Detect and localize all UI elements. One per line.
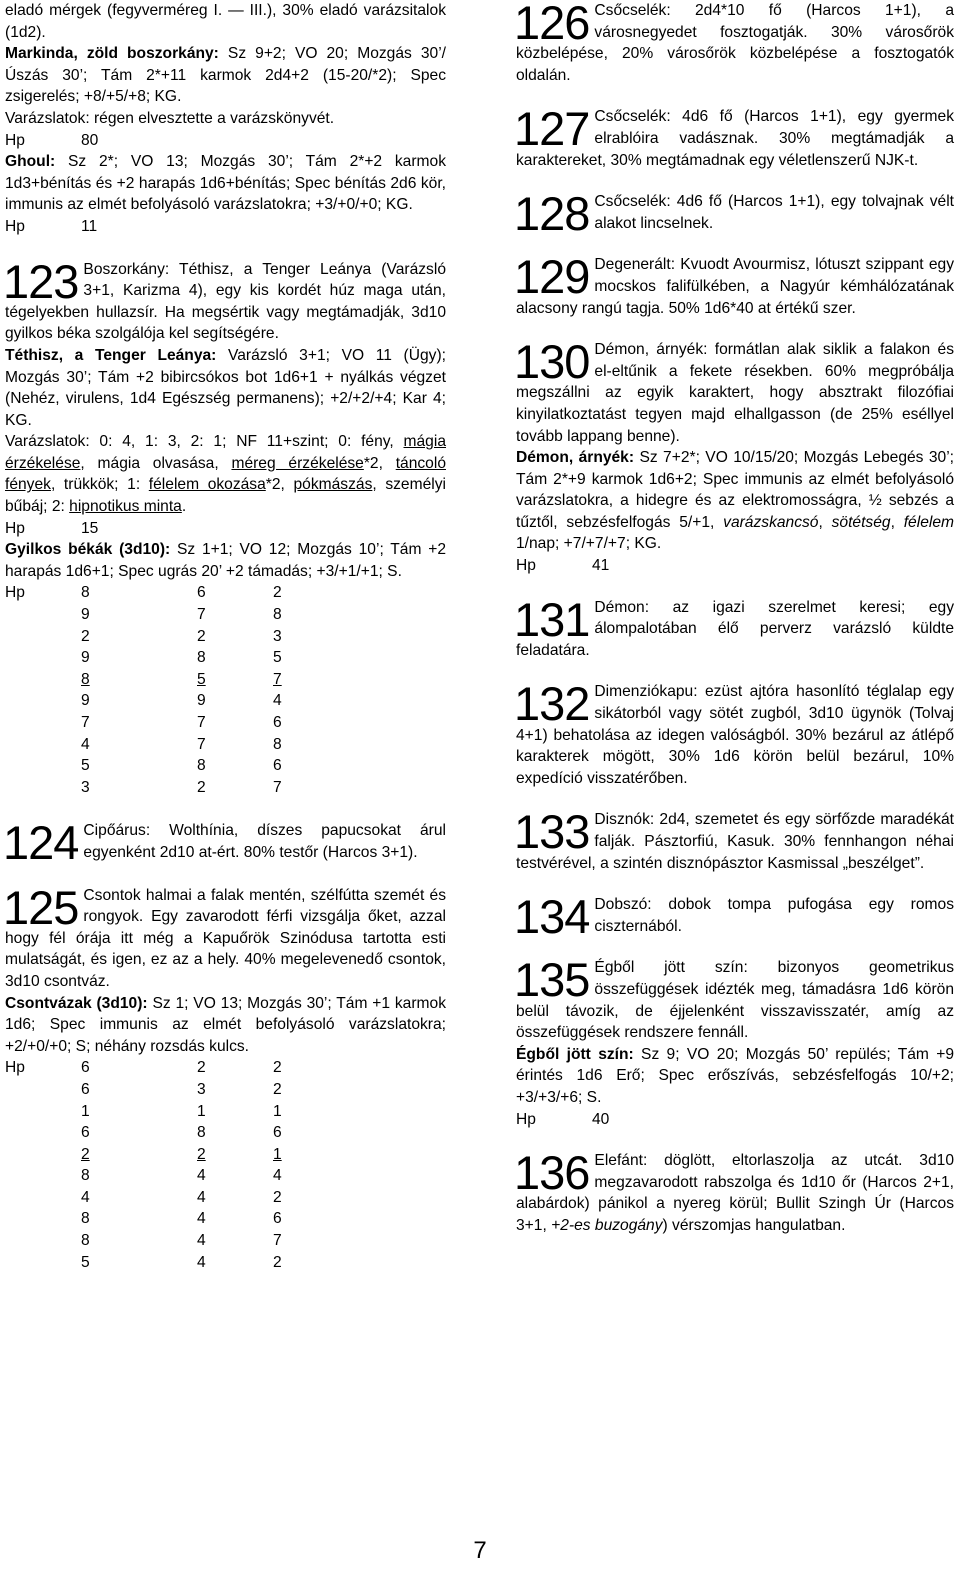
- entry-129: [514, 250, 954, 319]
- page-number: 7: [473, 1537, 487, 1564]
- hp-value: 7: [273, 1232, 282, 1250]
- hp-value: 40: [592, 1110, 610, 1128]
- colour-hp: [516, 1109, 954, 1131]
- hp-value: 7: [197, 606, 206, 624]
- hp-value: 1: [197, 1102, 206, 1120]
- tethisz-hp: [5, 518, 446, 540]
- entry-description: Cipőárus: Wolthínia, díszes papucsokat árul egyenként 2d10 at-ért. 80% testőr (Harcos 3+1).: [83, 822, 446, 861]
- spell-name: félelem: [903, 513, 954, 531]
- hp-value: 8: [197, 757, 206, 775]
- entry-description: Démon, árnyék: formátlan alak siklik a falakon és el-eltűnik a fekete résekben. 60% megpróbálja megszállni az egyik karaktert, hogy absztrakt filozófiai kinyilatkoztatást tegyen majd elhallgasson (de 25% eséllyel tovább lappang benne).: [516, 341, 954, 445]
- entry-127: [514, 102, 954, 171]
- hp-label: [5, 1101, 81, 1123]
- markinda-statblock: [5, 43, 446, 108]
- frogs-statblock: [5, 539, 446, 582]
- entry-123: [3, 254, 446, 799]
- frogs-stats: Sz 1+1; VO 12; Mozgás 10’; Tám +2 harapás 1d6+1; Spec ugrás 20’ +2 támadás; +3/+1/+1; S.: [5, 541, 446, 580]
- hp-label: Hp: [5, 131, 25, 149]
- hp-value: 5: [197, 670, 206, 688]
- markinda-name: Markinda, zöld boszorkány:: [5, 45, 219, 63]
- entry-number: 128: [514, 187, 590, 241]
- hp-row: [5, 777, 313, 799]
- markinda-spells: Varázslatok: régen elvesztette a varázskönyvét.: [5, 109, 335, 127]
- entry-number: 133: [514, 805, 590, 859]
- hp-label: [5, 712, 81, 734]
- entry-number: 136: [514, 1146, 590, 1200]
- hp-value: 11: [81, 217, 98, 235]
- entry-text: [514, 805, 954, 874]
- hp-value: 8: [81, 1232, 90, 1250]
- spell-link[interactable]: félelem okozása: [148, 476, 266, 494]
- hp-value: 2: [81, 1145, 90, 1163]
- hp-value: 3: [81, 778, 90, 796]
- spell-name: varázskancsó: [723, 513, 819, 531]
- entry-description: Csőcselék: 4d6 fő (Harcos 1+1), egy gyermek elrablóira vadásznak. 30% megtámadják a karaktereket, 30% megtámadnak egy véletlenszerű NJK-t.: [516, 108, 954, 169]
- entry-text: [514, 250, 954, 319]
- skeletons-statblock: [5, 993, 446, 1058]
- entry-description: Csőcselék: 4d6 fő (Harcos 1+1), egy tolvajnak vélt alakot lincselnek.: [594, 193, 954, 232]
- hp-row: [5, 626, 313, 648]
- hp-row: [5, 582, 313, 604]
- hp-value: 41: [592, 557, 610, 575]
- hp-label: [5, 626, 81, 648]
- hp-value: 2: [273, 1059, 282, 1077]
- entry-text: [514, 1146, 954, 1236]
- hp-value: 8: [273, 606, 282, 624]
- hp-row: [5, 734, 313, 756]
- entry-text: [514, 953, 954, 1043]
- hp-label: [5, 777, 81, 799]
- hp-value: 1: [81, 1102, 90, 1120]
- entry-description: Égből jött szín: bizonyos geometrikus összefüggések idézték meg, támadásra 1d6 körön belül távozik, de éjjelenként visszavisszatér, amíg az összefüggések rendszere fennáll.: [516, 959, 954, 1042]
- hp-row: [5, 1079, 313, 1101]
- entry-text: [514, 102, 954, 171]
- hp-label: [5, 1230, 81, 1252]
- ghoul-stats: Sz 2*; VO 13; Mozgás 30’; Tám 2*+2 karmok 1d3+bénítás és +2 harapás 1d6+bénítás; Spec bénítás 2d6 kör, immunis az elmét befolyásoló varázslatokra; +3/+0/+0; KG.: [5, 153, 446, 214]
- entry-130: [514, 335, 955, 577]
- hp-value: 9: [81, 649, 90, 667]
- entry-125: [3, 880, 447, 1274]
- hp-value: 9: [81, 692, 90, 710]
- hp-label: [5, 1187, 81, 1209]
- markinda-hp: [5, 130, 446, 152]
- entry-136: [514, 1146, 954, 1236]
- shadow-demon-stats: 1/nap; +7/+7/+7; KG.: [516, 535, 662, 553]
- hp-label: Hp: [516, 557, 536, 575]
- hp-value: 7: [273, 778, 282, 796]
- entry-number: 131: [514, 592, 590, 646]
- hp-label: [5, 604, 81, 626]
- hp-label: Hp: [5, 1059, 25, 1077]
- hp-value: 6: [81, 1124, 90, 1142]
- markinda-stats: Sz 9+2; VO 20; Mozgás 30’/Úszás 30’; Tám 2*+11 karmok 2d4+2 (15-20/*2); Spec zsigerelés; +8/+5/+8; KG.: [5, 45, 446, 106]
- entry-128: [514, 187, 954, 241]
- entry-number: 126: [514, 0, 590, 49]
- entry-text: [516, 0, 954, 86]
- hp-value: 2: [273, 584, 282, 602]
- hp-value: 7: [81, 714, 90, 731]
- entry-text: [514, 890, 954, 944]
- hp-value: 1: [273, 1102, 282, 1120]
- hp-value: 2: [273, 1080, 282, 1098]
- entry-124: [3, 816, 446, 870]
- hp-value: 2: [197, 1059, 206, 1077]
- entry-description: Boszorkány: Téthisz, a Tenger Leánya (Varázsló 3+1, Karizma 4), egy kis kordét húz maga után, tégelyekben hullazsír. Ha megsértik vagy megtámadják, 3d10 gyilkos béka szolgálója kel segítségére.: [5, 260, 446, 343]
- entry-text: [3, 816, 446, 870]
- entry-number: 127: [514, 102, 590, 156]
- hp-value: 8: [81, 1210, 90, 1228]
- tethisz-spells: [5, 431, 446, 517]
- spells-text: *2,: [363, 454, 396, 472]
- colour-stats: Sz 9; VO 20; Mozgás 50’ repülés; Tám +9 érintés 1d6 Erő; Spec erőszívás, sebzésfelfogás 10/+2; +3/+3/+6; S.: [516, 1045, 954, 1106]
- colour-statblock: [516, 1044, 954, 1109]
- entry-description: Dobszó: dobok tompa pufogása egy romos ciszternából.: [594, 896, 954, 935]
- entry-number: 129: [514, 250, 590, 304]
- hp-row: [5, 755, 313, 777]
- item-name: +2-es buzogány: [551, 1216, 663, 1234]
- hp-value: 2: [273, 1188, 282, 1206]
- spells-text: Varázslatok: 0: 4, 1: 3, 2: 1; NF 11+szint; 0: fény,: [5, 433, 404, 451]
- entry-description: Démon: az igazi szerelmet keresi; egy álompalotában élő perverz varázsló küldte feladatára.: [516, 598, 954, 659]
- entry-description: ) vérszomjas hangulatban.: [662, 1216, 846, 1234]
- entry-number: 135: [514, 953, 590, 1007]
- hp-label: [5, 1144, 81, 1166]
- skeletons-name: Csontvázak (3d10):: [5, 994, 148, 1012]
- spell-link[interactable]: hipnotikus minta: [69, 498, 182, 516]
- right-column: [516, 0, 954, 1237]
- spells-text: , személyi bűbáj; 2:: [5, 476, 446, 516]
- hp-label: [5, 1252, 81, 1274]
- hp-value: 6: [81, 1059, 90, 1077]
- frogs-name: Gyilkos békák (3d10):: [5, 541, 171, 559]
- hp-value: 6: [273, 1210, 282, 1228]
- hp-value: 4: [197, 1253, 206, 1271]
- hp-value: 8: [273, 735, 282, 753]
- entry-description: Csontok halmai a falak mentén, szélfútta szemét és rongyok. Egy zavarodott férfi vizsgálja őket, azzal hogy fél órája itt még a Kapuőrök Szinódusa tartotta esti mulatságát, és igen, ez az a hely. 40% megelevenedő csontok, 3d10 csontváz.: [5, 886, 446, 990]
- hp-value: 4: [273, 692, 282, 710]
- entry-126: [516, 0, 954, 86]
- tethisz-name: Téthisz, a Tenger Leánya:: [5, 346, 217, 364]
- entry-text: [514, 187, 954, 241]
- skeletons-hp-table: [5, 1057, 313, 1273]
- hp-row: [5, 1252, 313, 1274]
- hp-value: 5: [273, 649, 282, 667]
- hp-label: [5, 1208, 81, 1230]
- hp-value: 5: [81, 757, 90, 775]
- entry-text: [514, 677, 954, 789]
- hp-value: 6: [273, 714, 282, 731]
- entry-number: 134: [514, 890, 590, 944]
- frogs-hp-table: [5, 582, 313, 798]
- hp-value: 1: [273, 1145, 282, 1163]
- intro-line: eladó mérgek (fegyverméreg I. — III.), 30% eladó varázsitalok (1d2).: [5, 2, 446, 41]
- hp-label: [5, 1079, 81, 1101]
- skeletons-stats: Sz 1; VO 13; Mozgás 30’; Tám +1 karmok 1d6; Spec immunis az elmét befolyásoló varázslatokra; +2/+0/+0; S; néhány rozsdás kulcs.: [5, 994, 447, 1055]
- hp-value: 4: [81, 735, 90, 753]
- hp-row: [5, 1122, 313, 1144]
- entry-number: 124: [3, 816, 79, 870]
- entry-133: [514, 805, 954, 874]
- hp-value: 80: [81, 131, 99, 149]
- hp-value: 4: [81, 1188, 90, 1206]
- hp-row: [5, 1165, 313, 1187]
- entry-text: [3, 254, 446, 345]
- shadow-demon-name: Démon, árnyék:: [516, 449, 635, 467]
- hp-label: [5, 690, 81, 712]
- hp-row: [5, 712, 313, 734]
- hp-value: 4: [273, 1167, 282, 1185]
- hp-label: Hp: [5, 217, 25, 235]
- hp-value: 2: [273, 1253, 282, 1271]
- colour-name: Égből jött szín:: [516, 1045, 634, 1063]
- entry-description: Degenerált: Kvuodt Avourmisz, lótuszt szippant egy mocskos falifülkében, a Nagyúr kémhálózatának alacsony rangú tagja. 50% 1d6*40 at értékű szer.: [516, 256, 954, 317]
- entry-description: Disznók: 2d4, szemetet és egy sörfőzde maradékát falják. Pásztorfiú, Kasuk. 30% fennhangon néhai testvérével, a szintén disznópásztor Kasmissal „beszélget”.: [516, 811, 954, 872]
- hp-row: [5, 604, 313, 626]
- separator: ,: [890, 513, 904, 531]
- hp-value: 2: [197, 627, 206, 645]
- hp-value: 3: [197, 1080, 206, 1098]
- hp-value: 5: [81, 1253, 90, 1271]
- entry-number: 125: [3, 880, 79, 934]
- hp-value: 8: [81, 670, 90, 688]
- spell-link[interactable]: táncoló fények: [5, 454, 446, 494]
- entry-number: 123: [3, 254, 79, 308]
- hp-value: 9: [197, 692, 206, 710]
- spell-link[interactable]: pókmászás: [293, 476, 373, 494]
- intro-block: [5, 0, 446, 238]
- hp-row: [5, 1187, 313, 1209]
- left-column: [5, 0, 446, 1273]
- entry-131: [514, 592, 954, 662]
- spell-link[interactable]: mágia érzékelése: [5, 433, 446, 472]
- separator: ,: [818, 513, 832, 531]
- hp-row: [5, 1144, 313, 1166]
- entry-number: 132: [514, 677, 590, 731]
- hp-label: [5, 1165, 81, 1187]
- spells-text: , mágia olvasása,: [80, 454, 232, 472]
- shadow-demon-hp: [516, 555, 954, 577]
- ghoul-statblock: [5, 151, 446, 216]
- tethisz-statblock: [5, 345, 446, 431]
- hp-row: [5, 1101, 313, 1123]
- hp-row: [5, 690, 313, 712]
- entry-number: 130: [514, 335, 590, 389]
- hp-value: 9: [81, 606, 90, 624]
- hp-value: 7: [273, 670, 282, 688]
- shadow-demon-statblock: [516, 447, 954, 555]
- entry-text: [514, 335, 954, 447]
- hp-label: Hp: [5, 584, 25, 602]
- hp-value: 2: [197, 1145, 206, 1163]
- hp-value: 4: [197, 1167, 206, 1185]
- hp-value: 6: [273, 1124, 282, 1142]
- hp-value: 8: [197, 1124, 206, 1142]
- entry-132: [514, 677, 954, 789]
- hp-value: 4: [197, 1232, 206, 1250]
- spell-name: sötétség: [831, 513, 891, 531]
- hp-value: 8: [81, 584, 90, 602]
- hp-value: 7: [197, 735, 206, 753]
- spell-link[interactable]: méreg érzékelése: [231, 454, 364, 472]
- hp-label: [5, 647, 81, 669]
- entry-description: Csőcselék: 2d4*10 fő (Harcos 1+1), a városnegyedet fosztogatják. 30% városőrök közbelépése, 20% városőrök közbelépése a fosztogatók oldalán.: [516, 2, 954, 84]
- hp-label: Hp: [516, 1110, 536, 1128]
- hp-value: 8: [81, 1167, 90, 1185]
- hp-value: 4: [197, 1210, 206, 1228]
- hp-label: [5, 734, 81, 756]
- hp-label: [5, 1122, 81, 1144]
- hp-value: 8: [197, 649, 206, 667]
- ghoul-hp: [5, 216, 446, 238]
- spells-text: .: [181, 498, 187, 516]
- hp-label: Hp: [5, 519, 25, 537]
- hp-label: [5, 755, 81, 777]
- hp-row: [5, 1057, 313, 1079]
- hp-value: 15: [81, 519, 99, 537]
- spells-text: *2,: [265, 476, 294, 494]
- hp-value: 7: [197, 714, 206, 731]
- hp-row: [5, 1230, 313, 1252]
- entry-description: Elefánt: döglött, eltorlaszolja az utcát. 3d10 megzavarodott rabszolga és 1d10 őr (Harcos 2+1, alabárdok) pánikol a nyereg körül; Bullit Szingh Úr (Harcos 3+1,: [516, 1152, 954, 1234]
- spells-text: , trükkök; 1:: [50, 476, 149, 494]
- hp-value: 4: [197, 1188, 206, 1206]
- shadow-demon-stats: Sz 7+2*; VO 10/15/20; Mozgás Lebegés 30’; Tám 2*+9 karmok 1d6+2; Spec immunis az elmét befolyásoló varázslatokra, a hidegre és az elektromosságra, ½ sebzés a tűztől, sebzésfelfogás 5/+1,: [516, 449, 955, 531]
- entry-text: [3, 880, 446, 993]
- entry-text: [514, 592, 954, 662]
- hp-value: 6: [197, 584, 206, 602]
- entry-description: Dimenziókapu: ezüst ajtóra hasonlító téglalap egy sikátorból vagy sötét zugból, 3d10 ügynök (Tolvaj 4+1) behatolása az idegen valóságból. 30% bezárul az átlépő karakterek mögött, 30% 1d6 körön belül bezárul, 10% expedíció visszatérőben.: [516, 683, 954, 787]
- hp-value: 6: [81, 1080, 90, 1098]
- hp-value: 2: [81, 627, 90, 645]
- hp-label: [5, 669, 81, 691]
- hp-value: 6: [273, 757, 282, 775]
- entry-135: [514, 953, 954, 1130]
- hp-value: 2: [197, 778, 206, 796]
- hp-value: 3: [273, 627, 282, 645]
- hp-row: [5, 647, 313, 669]
- entry-134: [514, 890, 954, 944]
- hp-row: [5, 1208, 313, 1230]
- tethisz-stats: Varázsló 3+1; VO 11 (Ügy); Mozgás 30’; Tám +2 bibircsókos bot 1d6+1 + nyálkás végzet (Nehéz, virulens, 1d4 Egészség permanens); +2/+2/+4; Kar 4; KG.: [5, 346, 446, 429]
- ghoul-name: Ghoul:: [5, 153, 56, 171]
- hp-row: [5, 669, 313, 691]
